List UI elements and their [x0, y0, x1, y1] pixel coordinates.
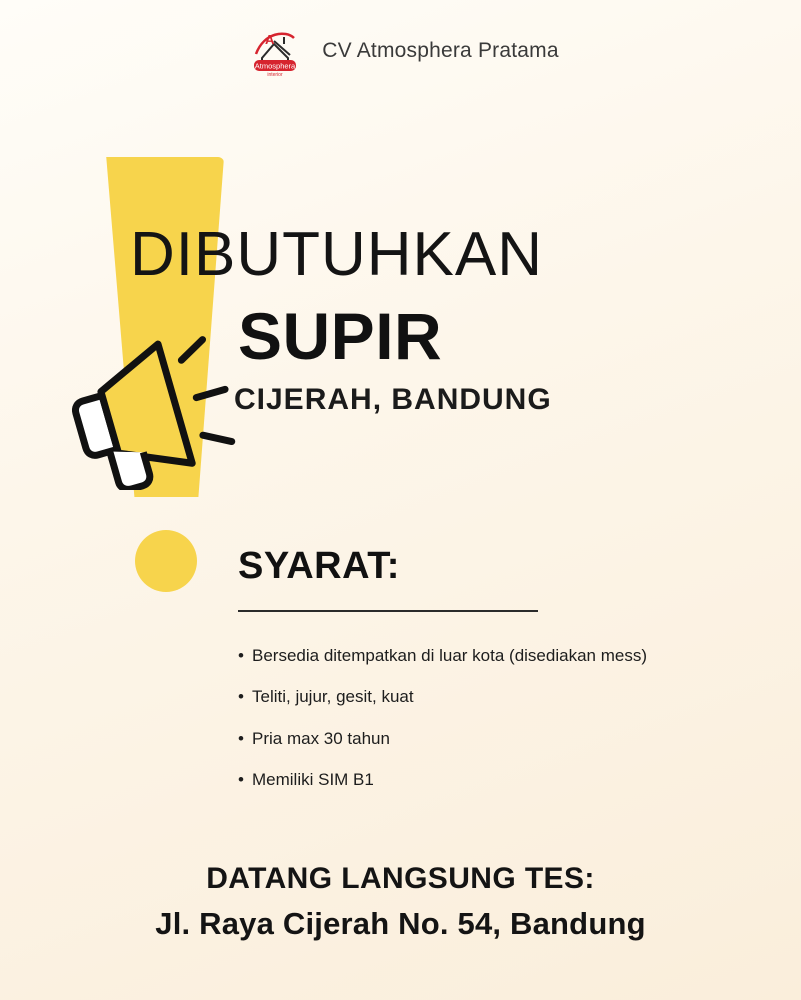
poster-footer — [0, 862, 801, 942]
svg-text:interior: interior — [267, 72, 283, 78]
exclamation-dot-icon — [135, 530, 197, 592]
poster-header — [0, 24, 801, 78]
bullet-icon: • — [238, 687, 244, 707]
company-name: CV Atmosphera Pratama — [322, 39, 559, 62]
job-role-title: SUPIR — [238, 299, 443, 374]
headline-block — [130, 222, 770, 417]
company-house-logo-icon — [242, 24, 306, 78]
divider — [238, 610, 538, 612]
requirements-section — [238, 545, 778, 812]
list-item-label: Memiliki SIM B1 — [252, 770, 374, 790]
list-item — [238, 770, 778, 790]
requirements-heading: SYARAT: — [238, 545, 400, 587]
job-location: CIJERAH, BANDUNG — [234, 383, 552, 417]
requirements-list — [238, 646, 778, 791]
svg-text:Atmosphera: Atmosphera — [255, 61, 296, 71]
page-title: DIBUTUHKAN — [130, 220, 544, 289]
footer-call-to-action: DATANG LANGSUNG TES: — [206, 862, 595, 895]
list-item — [238, 687, 778, 707]
list-item — [238, 729, 778, 749]
list-item — [238, 646, 778, 666]
bullet-icon: • — [238, 770, 244, 790]
bullet-icon: • — [238, 728, 244, 748]
list-item-label: Pria max 30 tahun — [252, 728, 390, 748]
bullet-icon: • — [238, 646, 244, 665]
list-item-label: Teliti, jujur, gesit, kuat — [252, 687, 414, 707]
svg-text:A: A — [265, 32, 275, 47]
list-item-label: Bersedia ditempatkan di luar kota (disediakan mess) — [252, 646, 647, 665]
footer-address: Jl. Raya Cijerah No. 54, Bandung — [155, 906, 646, 941]
